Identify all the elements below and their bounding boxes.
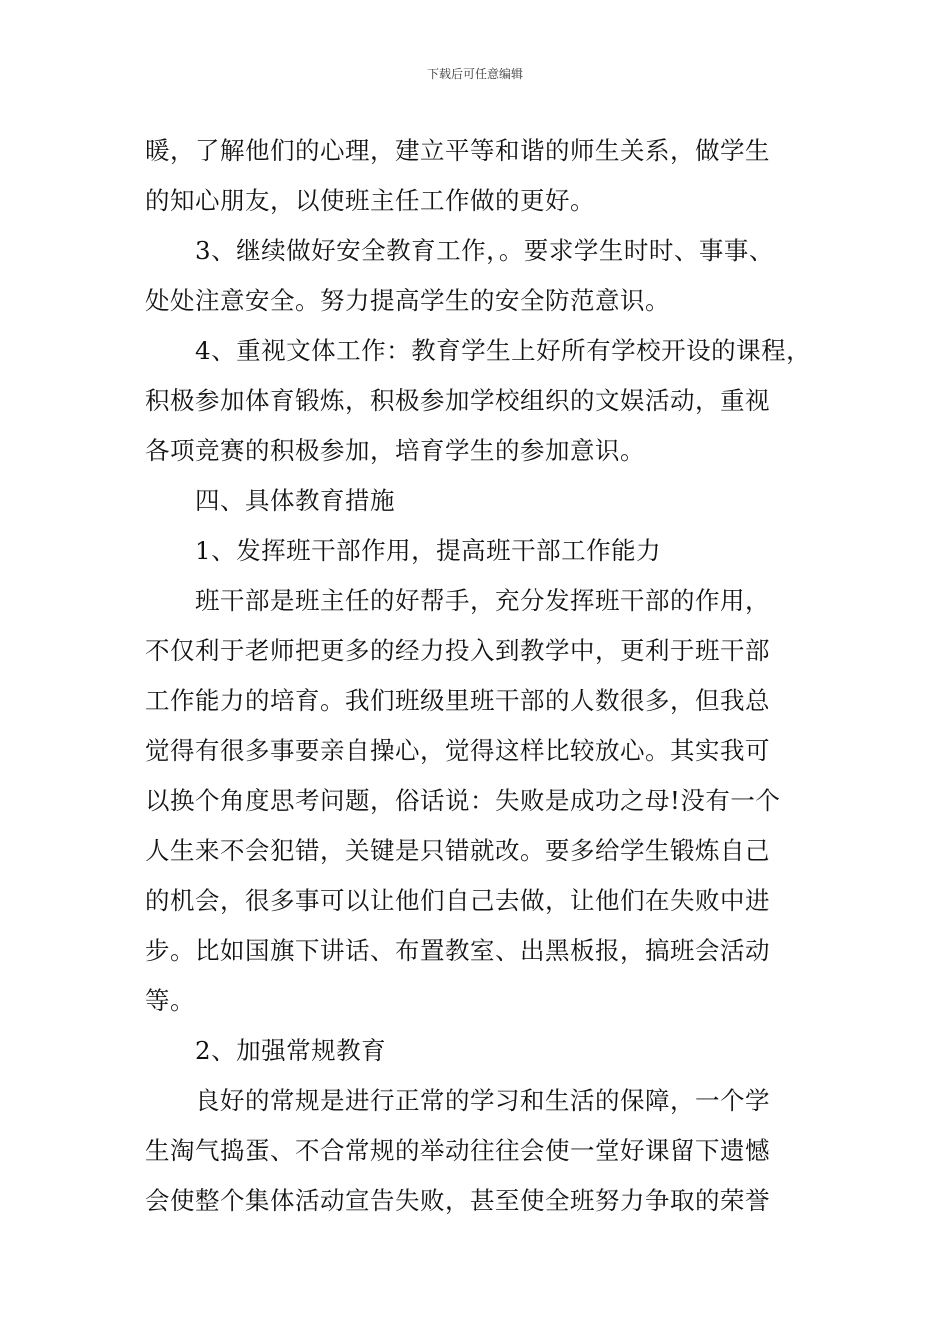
text-line: 暖，了解他们的心理，建立平等和谐的师生关系，做学生 bbox=[145, 136, 770, 165]
text-line: 的机会，很多事可以让他们自己去做，让他们在失败中进 bbox=[145, 886, 770, 915]
text-line: 生淘气捣蛋、不合常规的举动往往会使一堂好课留下遗憾 bbox=[145, 1136, 770, 1165]
text-line: 4、重视文体工作：教育学生上好所有学校开设的课程， bbox=[195, 336, 812, 365]
text-line: 工作能力的培育。我们班级里班干部的人数很多，但我总 bbox=[145, 686, 770, 715]
text-line: 班干部是班主任的好帮手，充分发挥班干部的作用， bbox=[195, 586, 770, 615]
text-line: 会使整个集体活动宣告失败，甚至使全班努力争取的荣誉 bbox=[145, 1186, 770, 1215]
text-line: 各项竞赛的积极参加，培育学生的参加意识。 bbox=[145, 436, 645, 465]
subsection-heading: 1、发挥班干部作用，提高班干部工作能力 bbox=[195, 536, 662, 565]
text-line: 步。比如国旗下讲话、布置教室、出黑板报，搞班会活动 bbox=[145, 936, 770, 965]
text-line: 3、继续做好安全教育工作，。要求学生时时、事事、 bbox=[195, 236, 774, 265]
subsection-heading: 2、加强常规教育 bbox=[195, 1036, 387, 1065]
document-body bbox=[145, 126, 817, 1226]
text-line: 不仅利于老师把更多的经力投入到教学中，更利于班干部 bbox=[145, 636, 770, 665]
text-line: 人生来不会犯错，关键是只错就改。要多给学生锻炼自己 bbox=[145, 836, 770, 865]
section-heading: 四、具体教育措施 bbox=[195, 486, 395, 515]
text-line: 觉得有很多事要亲自操心，觉得这样比较放心。其实我可 bbox=[145, 736, 770, 765]
text-line: 等。 bbox=[145, 986, 195, 1015]
page-header: 下载后可任意编辑 bbox=[426, 67, 523, 81]
text-line: 处处注意安全。努力提高学生的安全防范意识。 bbox=[145, 286, 670, 315]
text-line: 积极参加体育锻炼，积极参加学校组织的文娱活动，重视 bbox=[145, 386, 770, 415]
text-line: 良好的常规是进行正常的学习和生活的保障，一个学 bbox=[195, 1086, 770, 1115]
text-line: 的知心朋友，以使班主任工作做的更好。 bbox=[145, 186, 595, 215]
text-line: 以换个角度思考问题，俗话说：失败是成功之母!没有一个 bbox=[145, 786, 781, 815]
